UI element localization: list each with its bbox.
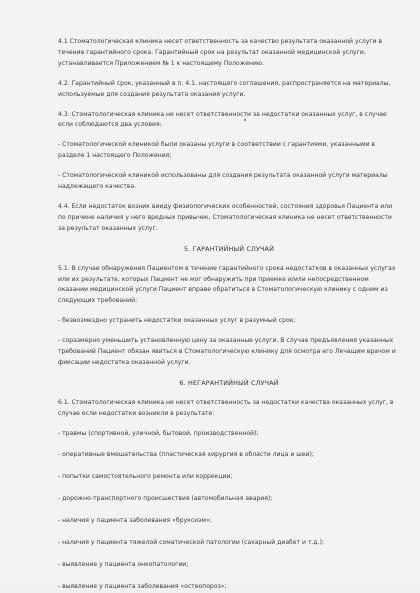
paragraph-4-1: 4.1 Стоматологическая клиника несет ответственность за качество результата оказанной услуги в течение гарантийного срока. Гарантийный срок на результат оказанной медицинской услуги, устанавливается Приложением № 1 к настоящему Положению. <box>58 38 383 67</box>
list-item-6-3: - попытки самостоятельного ремонта или коррекции; <box>58 473 233 481</box>
paragraph-5-1: 5.1. В случае обнаружения Пациентом в течение гарантийного срока недостатков в оказанных услугах или их результате, которых Пациент не мог обнаружить при приемке и/или непосредственном оказании медицинской услуги Пациент вправе обратиться в Стоматологическую клинику с одним из следующих требований: <box>58 264 396 305</box>
paragraph-4-3-condition-a: - Стоматологической клиникой были оказаны услуги в соответствии с гарантиями, указанными в разделе 1 настоящего Положения; <box>58 141 376 160</box>
paragraph-6-1: 6.1. Стоматологическая клиника не несет ответственность за недостатки качества оказанных услуг, в случае если недостатки возникли в результате: <box>58 398 394 417</box>
document-body <box>58 37 400 593</box>
section-5-heading: 5. ГАРАНТИЙНЫЙ СЛУЧАЙ <box>184 244 274 253</box>
list-item-6-2: - оперативные вмешательства (пластическая хирургия в области лица и шеи); <box>58 451 314 459</box>
paragraph-4-4: 4.4. Если недостаток возник вииду физиологических особенностей, состояния здоровья Пациента или по причине наличия у него вредных привычек, Стоматологическая клиника не несет ответственности за результат оказанных услуг. <box>58 202 393 232</box>
section-6-heading: 6. НЕГАРАНТИЙНЫЙ СЛУЧАЙ <box>179 378 279 387</box>
paragraph-5-1-option-b: - соразмерно уменьшить установленную цену за оказанные услуги. В случае предъявления указанных требований Пациент обязан явиться в Стоматологическую клинику для осмотра его Лечащим врачом и фиксации недостатка оказанной услуги. <box>58 337 396 366</box>
paragraph-4-2: 4.2. Гарантийный срок, указанный в п. 4.1. настоящего соглашения, распространяется на материалы, используемые для создания результата оказания услуги. <box>58 79 391 98</box>
list-item-6-7: - выявление у пациента онкопатологии; <box>58 561 189 568</box>
paragraph-4-3: 4.3. Стоматологическая клиника не несет ответственности за недостатки оказанных услуг, в случае если соблюдаются два условия: <box>58 110 387 129</box>
paragraph-5-1-option-a: - безвозмездно устранить недостатки оказанных услуг в разумный срок; <box>58 317 296 325</box>
paragraph-4-3-condition-b: - Стоматологической клиникой использованы для создания результата оказанной услуги материалы надлежащего качества. <box>58 172 388 191</box>
list-item-6-6: - наличия у пациента тяжелой соматической патологии (сахарный диабет и т.д.); <box>58 539 325 547</box>
list-item-6-5: - наличия у пациента заболевания «бруксизм»; <box>58 517 212 525</box>
list-item-6-4: - дорожно-транспортного происшествия (автомобильная авария); <box>58 495 273 503</box>
list-item-6-8: - выявление у пациента заболевания «остеопороз»; <box>58 582 227 590</box>
list-item-6-1: - травмы (спортивной, уличной, бытовой, производственной); <box>58 429 259 437</box>
